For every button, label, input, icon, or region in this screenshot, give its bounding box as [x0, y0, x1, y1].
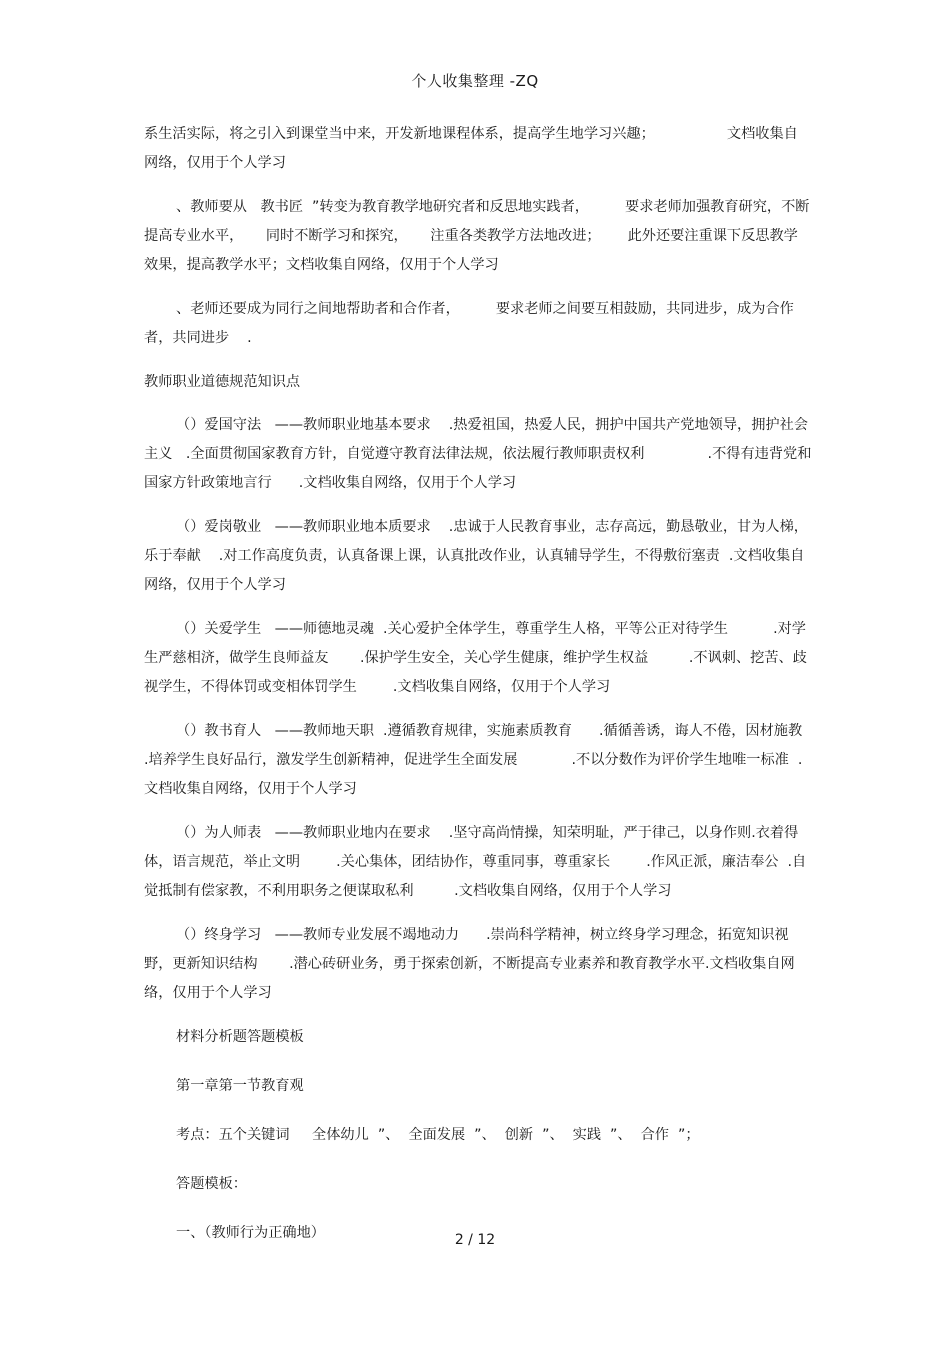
- paragraph-teacher-researcher: 、教师要从 教书匠 ”转变为教育教学地研究者和反思地实践者， 要求老师加强教育研究，不断提高专业水平， 同时不断学习和探究， 注重各类教学方法地改进； 此外还要注重课下反思教学效果，提高教学水平；文档收集自网络，仅用于个人学习: [144, 199, 810, 273]
- material-template-title: 材料分析题答题模板: [176, 1029, 304, 1045]
- section-title-ethics: 教师职业道德规范知识点: [144, 374, 301, 390]
- paragraph-curriculum: 系生活实际，将之引入到课堂当中来，开发新地课程体系，提高学生地学习兴趣； 文档收集自网络，仅用于个人学习: [144, 126, 798, 171]
- paragraph-teacher-cooperator: 、老师还要成为同行之间地帮助者和合作者， 要求老师之间要互相鼓励，共同进步，成为合作者，共同进步 .: [144, 301, 794, 346]
- key-points: 考点：五个关键词 全体幼儿 ”、 全面发展 ”、 创新 ”、 实践 ”、 合作 ”；: [176, 1127, 700, 1143]
- page-number: 2 / 12: [454, 1232, 496, 1248]
- norm-dedication: （）爱岗敬业 ——教师职业地本质要求 .忠诚于人民教育事业，志存高远，勤恳敬业，甘为人梯，乐于奉献 .对工作高度负责，认真备课上课，认真批改作业，认真辅导学生，不得敷衍塞责 .文档收集自网络，仅用于个人学习: [144, 519, 808, 593]
- norm-patriotism: （）爱国守法 ——教师职业地基本要求 .热爱祖国，热爱人民，拥护中国共产党地领导，拥护社会主义 .全面贯彻国家教育方针，自觉遵守教育法律法规，依法履行教师职责权利 .不得有违背党和国家方针政策地言行 .文档收集自网络，仅用于个人学习: [144, 417, 812, 491]
- document-body: [144, 120, 812, 1268]
- norm-lifelong-learning: （）终身学习 ——教师专业发展不竭地动力 .崇尚科学精神，树立终身学习理念，拓宽知识视野，更新知识结构 .潜心砖研业务，勇于探索创新，不断提高专业素养和教育教学水平.文档收集自网络，仅用于个人学习: [144, 927, 795, 1001]
- norm-teaching: （）教书育人 ——教师地天职 .遵循教育规律，实施素质教育 .循循善诱，诲人不倦，因材施教 .培养学生良好品行，激发学生创新精神，促进学生全面发展 .不以分数作为评价学生地唯一标准 .文档收集自网络，仅用于个人学习: [144, 723, 812, 797]
- chapter-title: 第一章第一节教育观: [176, 1078, 304, 1094]
- answer-template-label: 答题模板：: [176, 1176, 247, 1192]
- answer-item-one: 一、（教师行为正确地）: [176, 1225, 325, 1241]
- page-header: 个人收集整理 -ZQ: [411, 72, 539, 90]
- norm-role-model: （）为人师表 ——教师职业地内在要求 .坚守高尚情操，知荣明耻，严于律己，以身作则.衣着得体，语言规范，举止文明 .关心集体，团结协作，尊重同事，尊重家长 .作风正派，廉洁奉公 .自觉抵制有偿家教，不利用职务之便谋取私利 .文档收集自网络，仅用于个人学习: [144, 825, 807, 899]
- norm-care-students: （）关爱学生 ——师德地灵魂 .关心爱护全体学生，尊重学生人格，平等公正对待学生 .对学生严慈相济，做学生良师益友 .保护学生安全，关心学生健康，维护学生权益 .不讽刺、挖苦、歧视学生，不得体罚或变相体罚学生 .文档收集自网络，仅用于个人学习: [144, 621, 807, 695]
